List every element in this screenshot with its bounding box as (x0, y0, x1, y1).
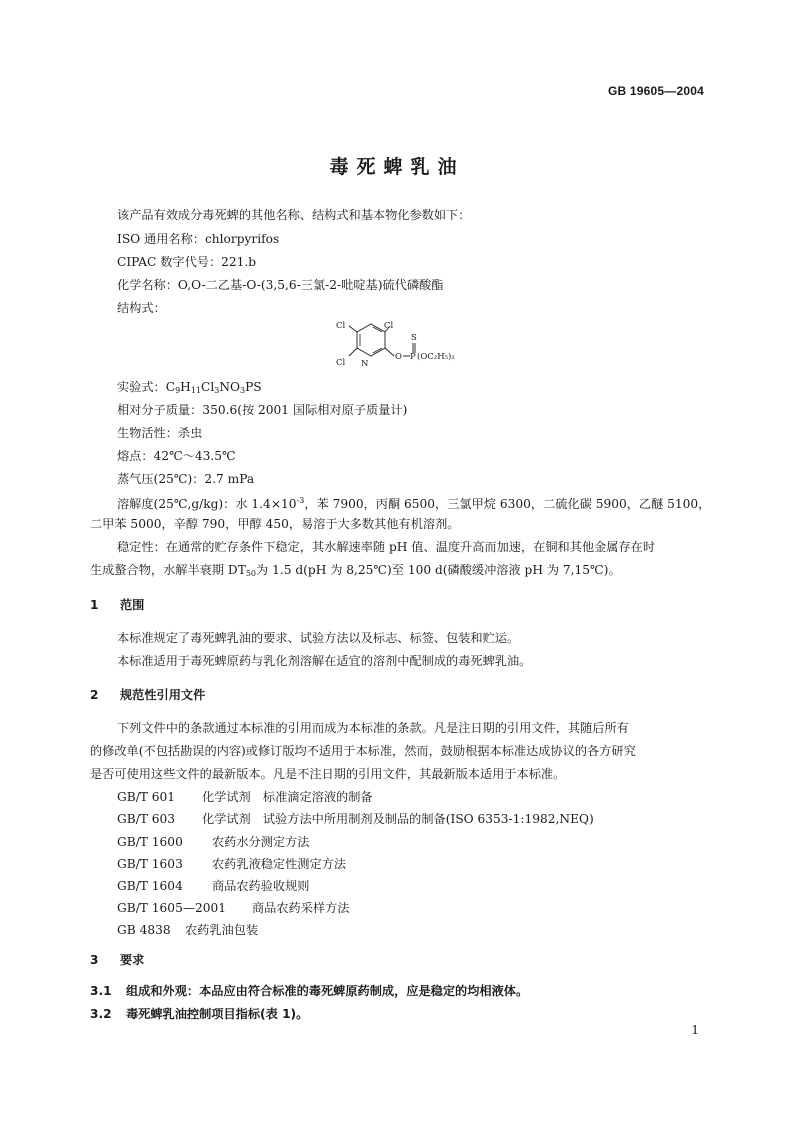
reference-item: GB/T 1603 农药乳液稳定性测定方法 (117, 857, 347, 871)
standard-number: GB 19605—2004 (608, 84, 704, 98)
section-1-heading: 1 范围 (90, 598, 145, 612)
reference-item: GB/T 1600 农药水分测定方法 (117, 835, 310, 849)
reference-item: GB 4838 农药乳油包装 (117, 923, 259, 937)
stability-line-1: 稳定性：在通常的贮存条件下稳定，其水解速率随 pH 值、温度升高而加速，在铜和其他金属存在时 (117, 540, 656, 554)
reference-item: GB/T 1605—2001 商品农药采样方法 (117, 901, 350, 915)
structure-cl-1: Cl (336, 321, 346, 331)
structure-cl-3: Cl (336, 358, 346, 368)
structure-o: O (395, 352, 402, 362)
biological-activity: 生物活性：杀虫 (117, 426, 203, 440)
molecular-weight: 相对分子质量：350.6(按 2001 国际相对原子质量计) (117, 403, 408, 417)
scope-paragraph-1: 本标准规定了毒死蜱乳油的要求、试验方法以及标志、标签、包装和贮运。 (117, 631, 520, 645)
vapor-pressure: 蒸气压(25℃)：2.7 mPa (117, 472, 255, 486)
empirical-formula: 实验式：$C_9H_{11}Cl_3NO_3PS$ (117, 380, 262, 395)
solubility-line-2: 二甲苯 5000，辛醇 790，甲醇 450，易溶于大多数其他有机溶剂。 (90, 517, 460, 531)
structural-formula (320, 316, 480, 374)
structure-group: (OC₂H₅)₂ (417, 352, 455, 362)
clause-3-2: 3.2 毒死蜱乳油控制项目指标(表 1)。 (90, 1007, 309, 1021)
chemical-name: 化学名称：O,O-二乙基-O-(3,5,6-三氯-2-吡啶基)硫代磷酸酯 (117, 278, 444, 292)
reference-item: GB/T 601 化学试剂 标准滴定溶液的制备 (117, 790, 373, 804)
reference-item: GB/T 1604 商品农药验收规则 (117, 879, 310, 893)
structure-s: S (411, 333, 417, 343)
document-title: 毒死蜱乳油 (329, 156, 465, 178)
section-3-heading: 3 要求 (90, 953, 145, 967)
solubility-line-1: 溶解度(25℃,g/kg)：水 $1.4\times 10^{-3}$，苯 7900，丙酮 6500，三氯甲烷 6300，二硫化碳 5900，乙醚 5100， (117, 496, 711, 511)
melting-point: 熔点：42℃～43.5℃ (117, 449, 236, 463)
reference-item: GB/T 603 化学试剂 试验方法中所用制剂及制品的制备(ISO 6353-1:1982,NEQ) (117, 812, 594, 826)
section-2-heading: 2 规范性引用文件 (90, 688, 206, 702)
cipac-code: CIPAC 数字代号：221.b (117, 255, 257, 269)
structure-p: P (410, 352, 416, 362)
stability-line-2: 生成螯合物，水解半衰期 $DT_{50}$为 1.5 d(pH 为 8,25℃)至 100 d(磷酸缓冲溶液 pH 为 7,15℃)。 (90, 563, 621, 578)
scope-paragraph-2: 本标准适用于毒死蜱原药与乳化剂溶解在适宜的溶剂中配制成的毒死蜱乳油。 (117, 654, 532, 668)
structure-n: N (361, 359, 369, 369)
structure-cl-2: Cl (384, 321, 394, 331)
page-number: 1 (691, 1023, 699, 1037)
normative-ref-line-1: 下列文件中的条款通过本标准的引用而成为本标准的条款。凡是注日期的引用文件，其随后所有 (117, 721, 629, 735)
normative-ref-line-2: 的修改单(不包括勘误的内容)或修订版均不适用于本标准，然而，鼓励根据本标准达成协议的各方研究 (90, 744, 636, 758)
iso-common-name: ISO 通用名称：chlorpyrifos (117, 232, 280, 246)
clause-3-1: 3.1 组成和外观：本品应由符合标准的毒死蜱原药制成，应是稳定的均相液体。 (90, 984, 529, 998)
structure-label: 结构式： (117, 301, 166, 315)
normative-ref-line-3: 是否可使用这些文件的最新版本。凡是不注日期的引用文件，其最新版本适用于本标准。 (90, 767, 566, 781)
intro-lead: 该产品有效成分毒死蜱的其他名称、结构式和基本物化参数如下： (117, 208, 471, 222)
